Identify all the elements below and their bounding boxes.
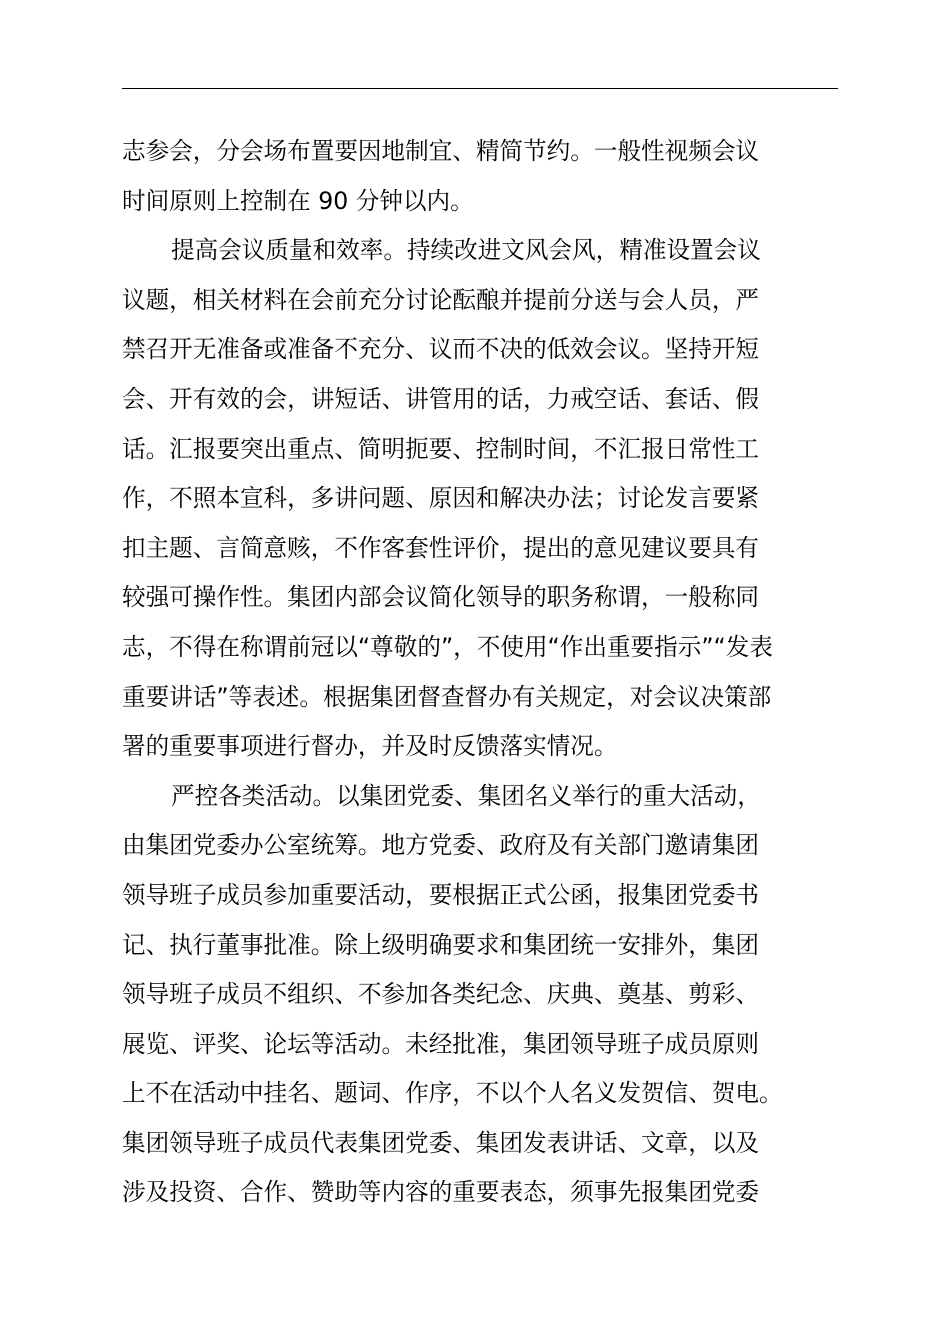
text-line-4: 议题，相关材料在会前充分讨论酝酿并提前分送与会人员，严 — [122, 285, 760, 314]
document-body — [122, 127, 838, 1218]
text-line-14: 严控各类活动。以集团党委、集团名义举行的重大活动， — [171, 781, 761, 810]
text-line-13: 署的重要事项进行督办，并及时反馈落实情况。 — [122, 732, 618, 761]
text-line-2: 时间原则上控制在 90 分钟以内。 — [122, 186, 474, 215]
text-line-17: 记、执行董事批准。除上级明确要求和集团统一安排外，集团 — [122, 930, 760, 959]
text-line-6: 会、开有效的会，讲短话、讲管用的话，力戒空话、套话、假 — [122, 384, 760, 413]
text-line-15: 由集团党委办公室统筹。地方党委、政府及有关部门邀请集团 — [122, 831, 760, 860]
text-line-11: 志，不得在称谓前冠以“尊敬的”，不使用“作出重要指示”“发表 — [122, 632, 773, 661]
text-line-19: 展览、评奖、论坛等活动。未经批准，集团领导班子成员原则 — [122, 1029, 760, 1058]
text-line-8: 作，不照本宣科，多讲问题、原因和解决办法；讨论发言要紧 — [122, 484, 760, 513]
text-line-7: 话。汇报要突出重点、简明扼要、控制时间，不汇报日常性工 — [122, 434, 760, 463]
text-line-1: 志参会，分会场布置要因地制宜、精简节约。一般性视频会议 — [122, 137, 760, 165]
text-line-16: 领导班子成员参加重要活动，要根据正式公函，报集团党委书 — [122, 880, 760, 909]
text-line-5: 禁召开无准备或准备不充分、议而不决的低效会议。坚持开短 — [122, 335, 760, 364]
text-line-10: 较强可操作性。集团内部会议简化领导的职务称谓，一般称同 — [122, 583, 760, 612]
text-line-3: 提高会议质量和效率。持续改进文风会风，精准设置会议 — [171, 236, 761, 265]
text-line-18: 领导班子成员不组织、不参加各类纪念、庆典、奠基、剪彩、 — [122, 980, 760, 1009]
text-line-9: 扣主题、言简意赅，不作客套性评价，提出的意见建议要具有 — [122, 533, 760, 562]
text-line-20: 上不在活动中挂名、题词、作序，不以个人名义发贺信、贺电。 — [122, 1079, 783, 1108]
text-line-22: 涉及投资、合作、赞助等内容的重要表态，须事先报集团党委 — [122, 1178, 760, 1207]
header-rule — [122, 88, 838, 89]
text-line-12: 重要讲话”等表述。根据集团督查督办有关规定，对会议决策部 — [122, 682, 772, 711]
text-line-21: 集团领导班子成员代表集团党委、集团发表讲话、文章，以及 — [122, 1128, 760, 1157]
